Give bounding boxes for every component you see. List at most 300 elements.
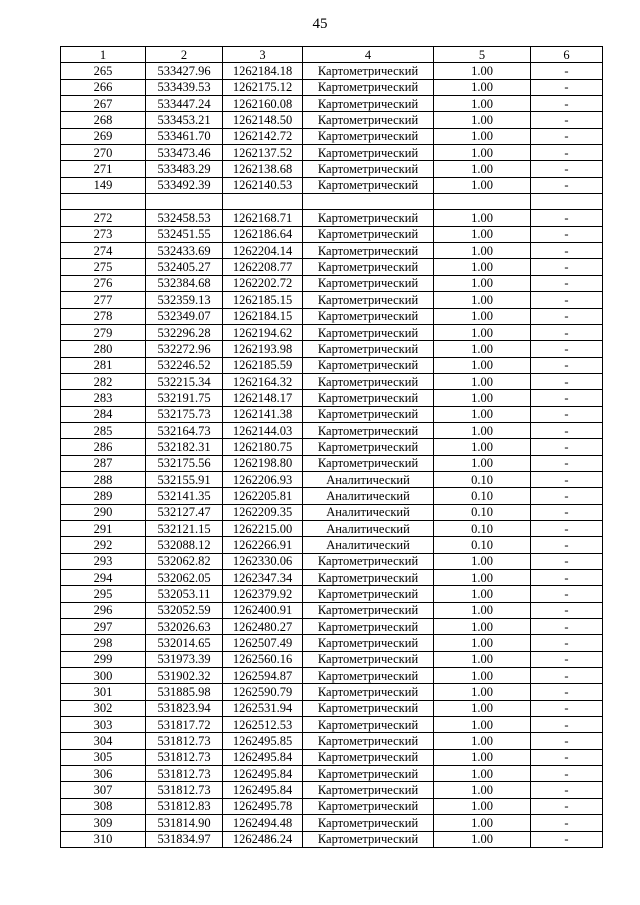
point-number-cell: 298 bbox=[61, 635, 146, 651]
method-cell: Картометрический bbox=[303, 422, 434, 438]
accuracy-cell: 1.00 bbox=[434, 275, 531, 291]
method-cell: Картометрический bbox=[303, 668, 434, 684]
point-number-cell: 296 bbox=[61, 602, 146, 618]
note-cell: - bbox=[531, 373, 603, 389]
y-coordinate-cell: 1262194.62 bbox=[223, 324, 303, 340]
note-cell: - bbox=[531, 749, 603, 765]
accuracy-cell: 1.00 bbox=[434, 749, 531, 765]
y-coordinate-cell: 1262180.75 bbox=[223, 439, 303, 455]
table-row bbox=[61, 602, 603, 618]
note-cell: - bbox=[531, 177, 603, 193]
y-coordinate-cell: 1262208.77 bbox=[223, 259, 303, 275]
method-cell: Картометрический bbox=[303, 455, 434, 471]
point-number-cell: 294 bbox=[61, 570, 146, 586]
accuracy-cell: 1.00 bbox=[434, 373, 531, 389]
point-number-cell: 301 bbox=[61, 684, 146, 700]
x-coordinate-cell: 532175.73 bbox=[146, 406, 223, 422]
note-cell: - bbox=[531, 602, 603, 618]
method-cell: Картометрический bbox=[303, 96, 434, 112]
y-coordinate-cell: 1262148.17 bbox=[223, 390, 303, 406]
point-number-cell: 295 bbox=[61, 586, 146, 602]
x-coordinate-cell: 532155.91 bbox=[146, 471, 223, 487]
table-row bbox=[61, 373, 603, 389]
accuracy-cell bbox=[434, 194, 531, 210]
method-cell: Аналитический bbox=[303, 537, 434, 553]
y-coordinate-cell: 1262185.59 bbox=[223, 357, 303, 373]
note-cell: - bbox=[531, 766, 603, 782]
x-coordinate-cell: 531812.73 bbox=[146, 766, 223, 782]
accuracy-cell: 1.00 bbox=[434, 145, 531, 161]
note-cell: - bbox=[531, 128, 603, 144]
method-cell: Картометрический bbox=[303, 651, 434, 667]
y-coordinate-cell: 1262531.94 bbox=[223, 700, 303, 716]
x-coordinate-cell: 531812.73 bbox=[146, 782, 223, 798]
accuracy-cell: 1.00 bbox=[434, 619, 531, 635]
table-row bbox=[61, 324, 603, 340]
y-coordinate-cell: 1262215.00 bbox=[223, 520, 303, 536]
method-cell: Аналитический bbox=[303, 520, 434, 536]
y-coordinate-cell: 1262495.84 bbox=[223, 782, 303, 798]
table-row bbox=[61, 275, 603, 291]
accuracy-cell: 1.00 bbox=[434, 586, 531, 602]
accuracy-cell: 1.00 bbox=[434, 96, 531, 112]
method-cell: Картометрический bbox=[303, 177, 434, 193]
x-coordinate-cell: 532182.31 bbox=[146, 439, 223, 455]
note-cell: - bbox=[531, 733, 603, 749]
note-cell: - bbox=[531, 586, 603, 602]
point-number-cell: 267 bbox=[61, 96, 146, 112]
method-cell: Картометрический bbox=[303, 357, 434, 373]
accuracy-cell: 1.00 bbox=[434, 553, 531, 569]
note-cell: - bbox=[531, 504, 603, 520]
note-cell: - bbox=[531, 341, 603, 357]
y-coordinate-cell: 1262138.68 bbox=[223, 161, 303, 177]
accuracy-cell: 1.00 bbox=[434, 422, 531, 438]
accuracy-cell: 1.00 bbox=[434, 161, 531, 177]
accuracy-cell: 1.00 bbox=[434, 782, 531, 798]
accuracy-cell: 0.10 bbox=[434, 520, 531, 536]
method-cell: Картометрический bbox=[303, 619, 434, 635]
table-row bbox=[61, 439, 603, 455]
x-coordinate-cell: 531823.94 bbox=[146, 700, 223, 716]
y-coordinate-cell: 1262495.84 bbox=[223, 766, 303, 782]
note-cell: - bbox=[531, 668, 603, 684]
table-row bbox=[61, 243, 603, 259]
point-number-cell: 302 bbox=[61, 700, 146, 716]
x-coordinate-cell: 533483.29 bbox=[146, 161, 223, 177]
point-number-cell: 278 bbox=[61, 308, 146, 324]
y-coordinate-cell: 1262142.72 bbox=[223, 128, 303, 144]
accuracy-cell: 1.00 bbox=[434, 798, 531, 814]
x-coordinate-cell: 533439.53 bbox=[146, 79, 223, 95]
point-number-cell: 285 bbox=[61, 422, 146, 438]
point-number-cell bbox=[61, 194, 146, 210]
note-cell: - bbox=[531, 520, 603, 536]
method-cell: Картометрический bbox=[303, 602, 434, 618]
note-cell: - bbox=[531, 537, 603, 553]
accuracy-cell: 1.00 bbox=[434, 570, 531, 586]
table-row bbox=[61, 570, 603, 586]
method-cell: Картометрический bbox=[303, 390, 434, 406]
method-cell bbox=[303, 194, 434, 210]
accuracy-cell: 1.00 bbox=[434, 63, 531, 79]
accuracy-cell: 1.00 bbox=[434, 226, 531, 242]
x-coordinate-cell: 531814.90 bbox=[146, 815, 223, 831]
y-coordinate-cell: 1262184.15 bbox=[223, 308, 303, 324]
accuracy-cell: 1.00 bbox=[434, 79, 531, 95]
method-cell: Картометрический bbox=[303, 226, 434, 242]
note-cell: - bbox=[531, 635, 603, 651]
accuracy-cell: 1.00 bbox=[434, 766, 531, 782]
y-coordinate-cell: 1262209.35 bbox=[223, 504, 303, 520]
accuracy-cell: 0.10 bbox=[434, 504, 531, 520]
method-cell: Картометрический bbox=[303, 161, 434, 177]
point-number-cell: 274 bbox=[61, 243, 146, 259]
x-coordinate-cell: 532062.82 bbox=[146, 553, 223, 569]
table-row bbox=[61, 717, 603, 733]
table-row bbox=[61, 406, 603, 422]
y-coordinate-cell: 1262594.87 bbox=[223, 668, 303, 684]
method-cell: Аналитический bbox=[303, 488, 434, 504]
table-row bbox=[61, 749, 603, 765]
note-cell: - bbox=[531, 717, 603, 733]
note-cell: - bbox=[531, 161, 603, 177]
coordinates-table bbox=[60, 46, 603, 848]
table-row bbox=[61, 177, 603, 193]
table-row bbox=[61, 194, 603, 210]
note-cell: - bbox=[531, 79, 603, 95]
table-row bbox=[61, 112, 603, 128]
point-number-cell: 281 bbox=[61, 357, 146, 373]
table-row bbox=[61, 635, 603, 651]
table-row bbox=[61, 619, 603, 635]
point-number-cell: 280 bbox=[61, 341, 146, 357]
header-cell-2: 2 bbox=[146, 47, 223, 63]
table-row bbox=[61, 308, 603, 324]
accuracy-cell: 1.00 bbox=[434, 717, 531, 733]
table-row bbox=[61, 537, 603, 553]
y-coordinate-cell: 1262184.18 bbox=[223, 63, 303, 79]
x-coordinate-cell: 532272.96 bbox=[146, 341, 223, 357]
point-number-cell: 266 bbox=[61, 79, 146, 95]
y-coordinate-cell: 1262185.15 bbox=[223, 292, 303, 308]
table-row bbox=[61, 341, 603, 357]
y-coordinate-cell: 1262590.79 bbox=[223, 684, 303, 700]
accuracy-cell: 1.00 bbox=[434, 357, 531, 373]
method-cell: Аналитический bbox=[303, 504, 434, 520]
x-coordinate-cell: 533492.39 bbox=[146, 177, 223, 193]
x-coordinate-cell: 531812.73 bbox=[146, 749, 223, 765]
point-number-cell: 304 bbox=[61, 733, 146, 749]
y-coordinate-cell: 1262480.27 bbox=[223, 619, 303, 635]
table-row bbox=[61, 700, 603, 716]
x-coordinate-cell: 532405.27 bbox=[146, 259, 223, 275]
header-row bbox=[61, 47, 603, 63]
point-number-cell: 149 bbox=[61, 177, 146, 193]
x-coordinate-cell: 532014.65 bbox=[146, 635, 223, 651]
method-cell: Картометрический bbox=[303, 798, 434, 814]
method-cell: Картометрический bbox=[303, 128, 434, 144]
accuracy-cell: 1.00 bbox=[434, 292, 531, 308]
point-number-cell: 270 bbox=[61, 145, 146, 161]
x-coordinate-cell: 532433.69 bbox=[146, 243, 223, 259]
x-coordinate-cell: 532026.63 bbox=[146, 619, 223, 635]
y-coordinate-cell: 1262202.72 bbox=[223, 275, 303, 291]
accuracy-cell: 1.00 bbox=[434, 651, 531, 667]
accuracy-cell: 1.00 bbox=[434, 259, 531, 275]
point-number-cell: 288 bbox=[61, 471, 146, 487]
table-row bbox=[61, 668, 603, 684]
point-number-cell: 269 bbox=[61, 128, 146, 144]
accuracy-cell: 1.00 bbox=[434, 112, 531, 128]
note-cell: - bbox=[531, 96, 603, 112]
table-row bbox=[61, 128, 603, 144]
y-coordinate-cell: 1262193.98 bbox=[223, 341, 303, 357]
table-row bbox=[61, 161, 603, 177]
y-coordinate-cell: 1262148.50 bbox=[223, 112, 303, 128]
point-number-cell: 308 bbox=[61, 798, 146, 814]
note-cell: - bbox=[531, 439, 603, 455]
point-number-cell: 265 bbox=[61, 63, 146, 79]
x-coordinate-cell: 532053.11 bbox=[146, 586, 223, 602]
table-row bbox=[61, 733, 603, 749]
accuracy-cell: 1.00 bbox=[434, 635, 531, 651]
point-number-cell: 306 bbox=[61, 766, 146, 782]
table-row bbox=[61, 520, 603, 536]
note-cell: - bbox=[531, 357, 603, 373]
method-cell: Картометрический bbox=[303, 439, 434, 455]
point-number-cell: 286 bbox=[61, 439, 146, 455]
note-cell: - bbox=[531, 308, 603, 324]
y-coordinate-cell: 1262198.80 bbox=[223, 455, 303, 471]
x-coordinate-cell bbox=[146, 194, 223, 210]
method-cell: Картометрический bbox=[303, 373, 434, 389]
x-coordinate-cell: 533453.21 bbox=[146, 112, 223, 128]
point-number-cell: 303 bbox=[61, 717, 146, 733]
note-cell: - bbox=[531, 145, 603, 161]
y-coordinate-cell: 1262266.91 bbox=[223, 537, 303, 553]
method-cell: Картометрический bbox=[303, 553, 434, 569]
accuracy-cell: 1.00 bbox=[434, 684, 531, 700]
table-row bbox=[61, 831, 603, 847]
x-coordinate-cell: 532175.56 bbox=[146, 455, 223, 471]
point-number-cell: 309 bbox=[61, 815, 146, 831]
note-cell: - bbox=[531, 390, 603, 406]
table-row bbox=[61, 96, 603, 112]
note-cell: - bbox=[531, 406, 603, 422]
method-cell: Картометрический bbox=[303, 112, 434, 128]
y-coordinate-cell: 1262137.52 bbox=[223, 145, 303, 161]
accuracy-cell: 1.00 bbox=[434, 128, 531, 144]
note-cell: - bbox=[531, 63, 603, 79]
method-cell: Картометрический bbox=[303, 324, 434, 340]
accuracy-cell: 1.00 bbox=[434, 243, 531, 259]
x-coordinate-cell: 531812.73 bbox=[146, 733, 223, 749]
table-row bbox=[61, 390, 603, 406]
point-number-cell: 287 bbox=[61, 455, 146, 471]
x-coordinate-cell: 533427.96 bbox=[146, 63, 223, 79]
accuracy-cell: 1.00 bbox=[434, 341, 531, 357]
accuracy-cell: 1.00 bbox=[434, 210, 531, 226]
point-number-cell: 290 bbox=[61, 504, 146, 520]
table-row bbox=[61, 798, 603, 814]
accuracy-cell: 1.00 bbox=[434, 602, 531, 618]
table-row bbox=[61, 488, 603, 504]
note-cell: - bbox=[531, 553, 603, 569]
table-row bbox=[61, 586, 603, 602]
y-coordinate-cell: 1262495.78 bbox=[223, 798, 303, 814]
x-coordinate-cell: 532349.07 bbox=[146, 308, 223, 324]
point-number-cell: 283 bbox=[61, 390, 146, 406]
method-cell: Картометрический bbox=[303, 635, 434, 651]
y-coordinate-cell: 1262206.93 bbox=[223, 471, 303, 487]
x-coordinate-cell: 532088.12 bbox=[146, 537, 223, 553]
method-cell: Картометрический bbox=[303, 292, 434, 308]
table-body bbox=[61, 47, 603, 848]
note-cell bbox=[531, 194, 603, 210]
method-cell: Картометрический bbox=[303, 733, 434, 749]
x-coordinate-cell: 531902.32 bbox=[146, 668, 223, 684]
method-cell: Картометрический bbox=[303, 79, 434, 95]
method-cell: Картометрический bbox=[303, 63, 434, 79]
x-coordinate-cell: 532141.35 bbox=[146, 488, 223, 504]
note-cell: - bbox=[531, 455, 603, 471]
y-coordinate-cell: 1262330.06 bbox=[223, 553, 303, 569]
method-cell: Картометрический bbox=[303, 700, 434, 716]
note-cell: - bbox=[531, 324, 603, 340]
method-cell: Картометрический bbox=[303, 766, 434, 782]
header-cell-3: 3 bbox=[223, 47, 303, 63]
accuracy-cell: 0.10 bbox=[434, 537, 531, 553]
note-cell: - bbox=[531, 684, 603, 700]
header-cell-4: 4 bbox=[303, 47, 434, 63]
x-coordinate-cell: 532164.73 bbox=[146, 422, 223, 438]
note-cell: - bbox=[531, 210, 603, 226]
method-cell: Картометрический bbox=[303, 243, 434, 259]
table-row bbox=[61, 422, 603, 438]
x-coordinate-cell: 532384.68 bbox=[146, 275, 223, 291]
note-cell: - bbox=[531, 619, 603, 635]
table-row bbox=[61, 63, 603, 79]
accuracy-cell: 1.00 bbox=[434, 815, 531, 831]
method-cell: Картометрический bbox=[303, 145, 434, 161]
y-coordinate-cell: 1262164.32 bbox=[223, 373, 303, 389]
note-cell: - bbox=[531, 275, 603, 291]
point-number-cell: 279 bbox=[61, 324, 146, 340]
x-coordinate-cell: 532451.55 bbox=[146, 226, 223, 242]
y-coordinate-cell: 1262560.16 bbox=[223, 651, 303, 667]
point-number-cell: 305 bbox=[61, 749, 146, 765]
table-row bbox=[61, 259, 603, 275]
note-cell: - bbox=[531, 700, 603, 716]
point-number-cell: 297 bbox=[61, 619, 146, 635]
note-cell: - bbox=[531, 112, 603, 128]
header-cell-5: 5 bbox=[434, 47, 531, 63]
note-cell: - bbox=[531, 831, 603, 847]
table-row bbox=[61, 553, 603, 569]
table-row bbox=[61, 782, 603, 798]
x-coordinate-cell: 531973.39 bbox=[146, 651, 223, 667]
method-cell: Картометрический bbox=[303, 749, 434, 765]
accuracy-cell: 1.00 bbox=[434, 455, 531, 471]
note-cell: - bbox=[531, 226, 603, 242]
header-cell-6: 6 bbox=[531, 47, 603, 63]
note-cell: - bbox=[531, 471, 603, 487]
point-number-cell: 271 bbox=[61, 161, 146, 177]
table-row bbox=[61, 684, 603, 700]
table-row bbox=[61, 766, 603, 782]
y-coordinate-cell: 1262168.71 bbox=[223, 210, 303, 226]
y-coordinate-cell bbox=[223, 194, 303, 210]
accuracy-cell: 1.00 bbox=[434, 177, 531, 193]
method-cell: Картометрический bbox=[303, 406, 434, 422]
note-cell: - bbox=[531, 422, 603, 438]
x-coordinate-cell: 532296.28 bbox=[146, 324, 223, 340]
x-coordinate-cell: 532246.52 bbox=[146, 357, 223, 373]
accuracy-cell: 1.00 bbox=[434, 390, 531, 406]
y-coordinate-cell: 1262400.91 bbox=[223, 602, 303, 618]
accuracy-cell: 0.10 bbox=[434, 488, 531, 504]
table-row bbox=[61, 651, 603, 667]
y-coordinate-cell: 1262140.53 bbox=[223, 177, 303, 193]
method-cell: Картометрический bbox=[303, 210, 434, 226]
y-coordinate-cell: 1262379.92 bbox=[223, 586, 303, 602]
note-cell: - bbox=[531, 570, 603, 586]
x-coordinate-cell: 533447.24 bbox=[146, 96, 223, 112]
table-row bbox=[61, 79, 603, 95]
method-cell: Картометрический bbox=[303, 586, 434, 602]
accuracy-cell: 1.00 bbox=[434, 308, 531, 324]
y-coordinate-cell: 1262507.49 bbox=[223, 635, 303, 651]
table-row bbox=[61, 357, 603, 373]
x-coordinate-cell: 532215.34 bbox=[146, 373, 223, 389]
x-coordinate-cell: 532052.59 bbox=[146, 602, 223, 618]
accuracy-cell: 1.00 bbox=[434, 668, 531, 684]
x-coordinate-cell: 531817.72 bbox=[146, 717, 223, 733]
method-cell: Картометрический bbox=[303, 684, 434, 700]
y-coordinate-cell: 1262347.34 bbox=[223, 570, 303, 586]
point-number-cell: 275 bbox=[61, 259, 146, 275]
y-coordinate-cell: 1262204.14 bbox=[223, 243, 303, 259]
accuracy-cell: 1.00 bbox=[434, 324, 531, 340]
point-number-cell: 289 bbox=[61, 488, 146, 504]
note-cell: - bbox=[531, 782, 603, 798]
accuracy-cell: 1.00 bbox=[434, 406, 531, 422]
point-number-cell: 300 bbox=[61, 668, 146, 684]
point-number-cell: 268 bbox=[61, 112, 146, 128]
x-coordinate-cell: 532121.15 bbox=[146, 520, 223, 536]
x-coordinate-cell: 531834.97 bbox=[146, 831, 223, 847]
header-cell-1: 1 bbox=[61, 47, 146, 63]
point-number-cell: 299 bbox=[61, 651, 146, 667]
point-number-cell: 277 bbox=[61, 292, 146, 308]
y-coordinate-cell: 1262512.53 bbox=[223, 717, 303, 733]
x-coordinate-cell: 531812.83 bbox=[146, 798, 223, 814]
method-cell: Картометрический bbox=[303, 570, 434, 586]
table-row bbox=[61, 471, 603, 487]
method-cell: Картометрический bbox=[303, 831, 434, 847]
point-number-cell: 293 bbox=[61, 553, 146, 569]
x-coordinate-cell: 532359.13 bbox=[146, 292, 223, 308]
note-cell: - bbox=[531, 259, 603, 275]
point-number-cell: 310 bbox=[61, 831, 146, 847]
y-coordinate-cell: 1262205.81 bbox=[223, 488, 303, 504]
table-row bbox=[61, 145, 603, 161]
y-coordinate-cell: 1262495.85 bbox=[223, 733, 303, 749]
method-cell: Картометрический bbox=[303, 815, 434, 831]
y-coordinate-cell: 1262495.84 bbox=[223, 749, 303, 765]
x-coordinate-cell: 533461.70 bbox=[146, 128, 223, 144]
